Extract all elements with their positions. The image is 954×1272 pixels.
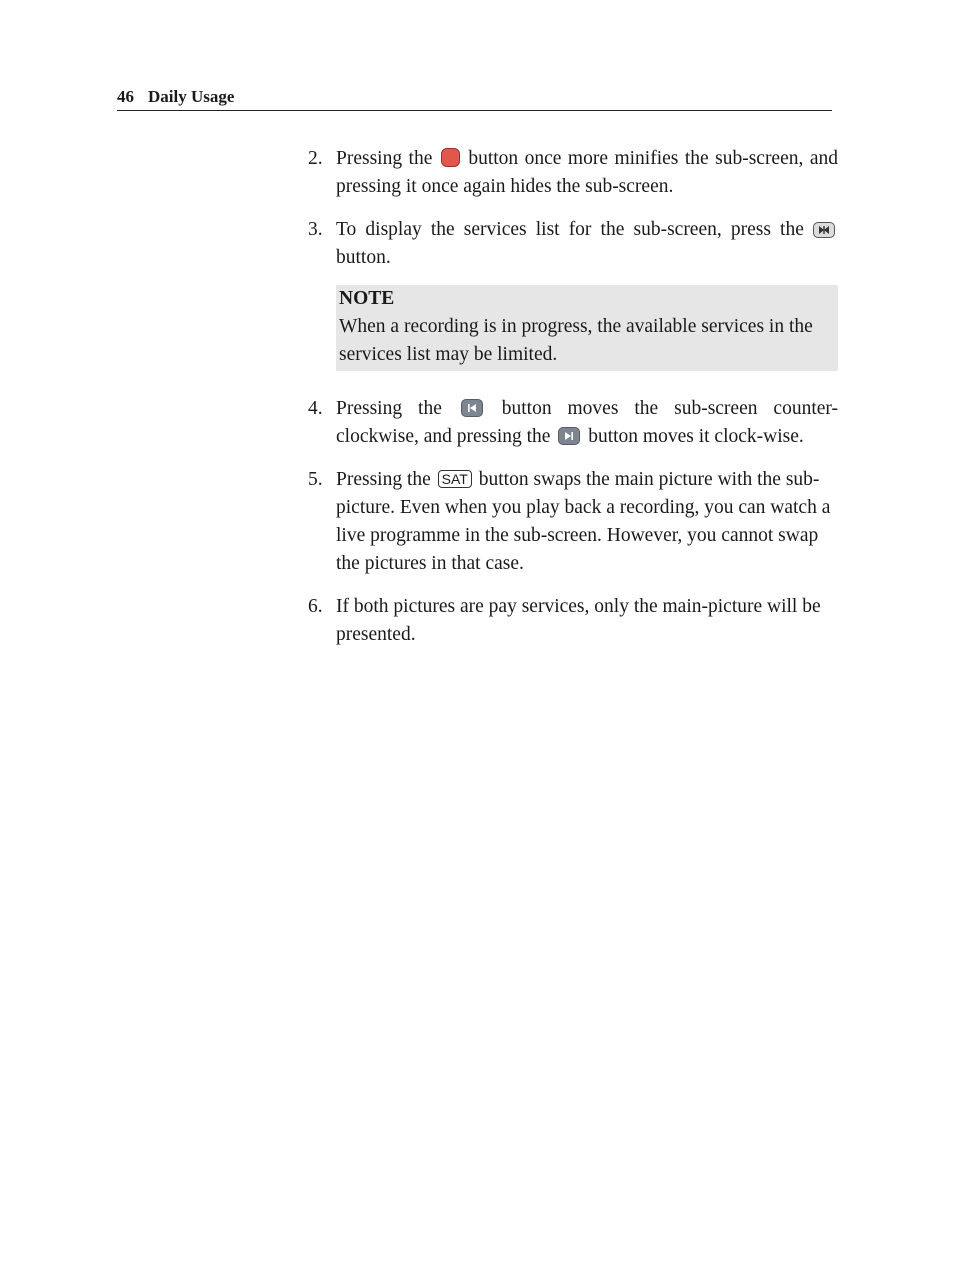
item-text-before: Pressing the	[336, 398, 442, 419]
list-item-3	[308, 216, 838, 272]
sat-key-icon: SAT	[438, 470, 472, 488]
item-number: 6.	[308, 596, 323, 617]
skip-forward-button-icon	[558, 427, 580, 445]
list-item-6	[308, 593, 838, 649]
item-text-before: Pressing the	[336, 148, 433, 169]
item-text-before: Pressing the	[336, 469, 431, 490]
item-text-after: button moves it clock-wise.	[588, 426, 804, 447]
note-title: NOTE	[339, 288, 395, 309]
red-button-icon	[441, 148, 460, 167]
page-header	[117, 86, 832, 111]
page-number: 46	[117, 87, 134, 106]
section-title: Daily Usage	[148, 87, 235, 106]
item-text-after: button once more minifies the sub-screen, and pressing it once again hides the sub-screen.	[336, 148, 838, 197]
item-number: 5.	[308, 469, 323, 490]
list-item-2	[308, 145, 838, 201]
list-item-4	[308, 395, 838, 451]
item-number: 2.	[308, 148, 323, 169]
list-button-icon	[813, 222, 835, 238]
main-content	[308, 145, 838, 664]
note-text: When a recording is in progress, the available services in the services list may be limited.	[339, 316, 813, 365]
item-number: 3.	[308, 219, 323, 240]
list-item-5	[308, 466, 838, 578]
note-box	[336, 285, 838, 371]
item-text-after: button swaps the main picture with the sub-picture. Even when you play back a recording, you can watch a live programme in the sub-screen. However, you cannot swap the pictures in that case.	[336, 469, 831, 574]
item-text-after: button.	[336, 247, 391, 268]
skip-back-button-icon	[461, 399, 483, 417]
item-number: 4.	[308, 398, 323, 419]
item-text-before: To display the services list for the sub-screen, press the	[336, 219, 804, 240]
item-text-middle: button moves the sub-screen counter-clockwise, and pressing the	[336, 398, 838, 447]
item-text: If both pictures are pay services, only the main-picture will be presented.	[336, 596, 821, 645]
